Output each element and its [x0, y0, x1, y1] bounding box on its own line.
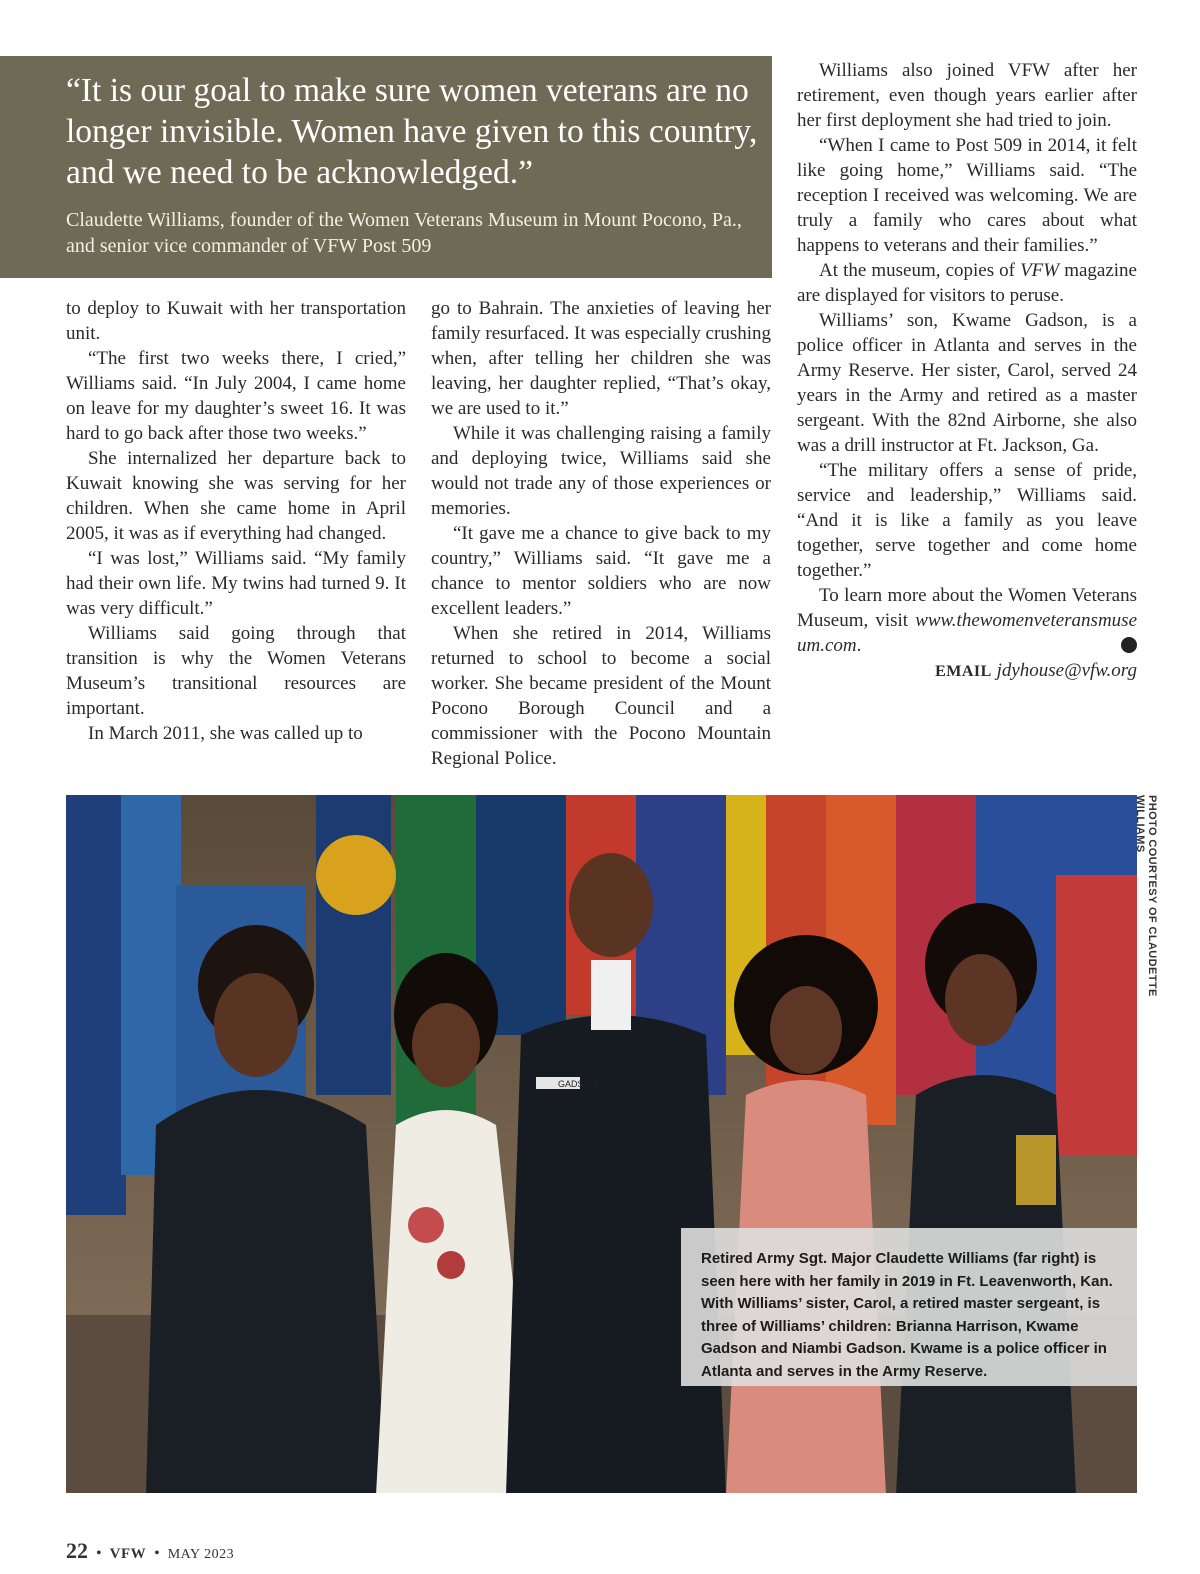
text-run: magazine are displayed for visitors to peruse. — [797, 260, 1137, 306]
star-end-mark-icon: ★ — [1121, 637, 1137, 653]
photo-caption: Retired Army Sgt. Major Claudette Williams (far right) is seen here with her family in 2019 in Ft. Leavenworth, Kan. With Williams’ sister, Carol, a retired master sergeant, is three of Williams’ children: Brianna Harrison, Kwame Gadson and Niambi Gadson. Kwame is a police officer in Atlanta and serves in the Army Reserve. — [681, 1228, 1137, 1386]
paragraph: Williams’ son, Kwame Gadson, is a police officer in Atlanta and serves in the Army Reserve. Her sister, Carol, served 24 years in the Army and retired as a master sergeant. With the 82nd Airborne, she also was a drill instructor at Ft. Jackson, Ga. — [797, 310, 1137, 456]
pull-quote-attribution: Claudette Williams, founder of the Women Veterans Museum in Mount Pocono, Pa., and senior vice commander of VFW Post 509 — [66, 209, 742, 257]
paragraph: Williams said going through that transition is why the Women Veterans Museum’s transitional resources are important. — [66, 623, 406, 719]
paragraph: “When I came to Post 509 in 2014, it felt like going home,” Williams said. “The reception I received was welcoming. We are truly a family who cares about what happens to veterans and their families.” — [797, 135, 1137, 256]
museum-link[interactable]: www.thewomenveteransmuseum.com — [797, 610, 1137, 656]
magazine-name: VFW — [1020, 260, 1060, 281]
family-photo — [66, 795, 1137, 1493]
footer-separator: • — [154, 1545, 160, 1562]
pull-quote — [0, 56, 772, 278]
paragraph: “The military offers a sense of pride, service and leadership,” Williams said. “And it is like a family as you leave together, serve together and come home together.” — [797, 460, 1137, 581]
paragraph: “The first two weeks there, I cried,” Williams said. “In July 2004, I came home on leave for my daughter’s sweet 16. It was hard to go back after those two weeks.” — [66, 348, 406, 444]
paragraph: In March 2011, she was called up to — [88, 723, 363, 744]
paragraph: When she retired in 2014, Williams returned to school to become a social worker. She became president of the Mount Pocono Borough Council and a commissioner with the Pocono Mountain Regional Police. — [431, 623, 771, 769]
paragraph: While it was challenging raising a family and deploying twice, Williams said she would not trade any of those experiences or memories. — [431, 423, 771, 519]
paragraph — [797, 258, 1137, 308]
text-run: At the museum, copies of — [819, 260, 1021, 281]
paragraph: to deploy to Kuwait with her transportation unit. — [66, 298, 406, 344]
article-column-3 — [797, 58, 1154, 684]
text-run: To learn more about the Women Veterans Museum, visit — [797, 585, 1137, 631]
magazine-name: VFW — [109, 1546, 147, 1562]
paragraph: go to Bahrain. The anxieties of leaving her family resurfaced. It was especially crushing when, after telling her children she was leaving, her daughter replied, “That’s okay, we are used to it.” — [431, 298, 771, 419]
author-email — [797, 658, 1137, 684]
article-column-2 — [431, 296, 771, 771]
article-column-1 — [66, 296, 406, 746]
page-footer — [66, 1538, 234, 1564]
paragraph: “I was lost,” Williams said. “My family had their own life. My twins had turned 9. It was very difficult.” — [66, 548, 406, 619]
footer-separator: • — [96, 1545, 102, 1562]
issue-date: MAY 2023 — [167, 1547, 235, 1562]
email-label: EMAIL — [935, 663, 992, 680]
paragraph — [797, 583, 1154, 658]
page-number: 22 — [66, 1538, 88, 1563]
photo-illustration — [66, 795, 1137, 1493]
photo-credit: PHOTO COURTESY OF CLAUDETTE WILLIAMS — [1134, 795, 1158, 997]
paragraph: She internalized her departure back to Kuwait knowing she was serving for her children. When she came home in April 2005, it was as if everything had changed. — [66, 448, 406, 544]
pull-quote-text: “It is our goal to make sure women veterans are no longer invisible. Women have given to this country, and we need to be acknowledged.” — [66, 72, 758, 191]
text-run: . — [856, 635, 862, 656]
paragraph: Williams also joined VFW after her retirement, even though years earlier after her first deployment she had tried to join. — [797, 60, 1137, 131]
email-address[interactable]: jdyhouse@vfw.org — [996, 660, 1137, 681]
paragraph: “It gave me a chance to give back to my country,” Williams said. “It gave me a chance to mentor soldiers who are now excellent leaders.” — [431, 523, 771, 619]
name-tag: GADSON — [558, 1079, 598, 1089]
